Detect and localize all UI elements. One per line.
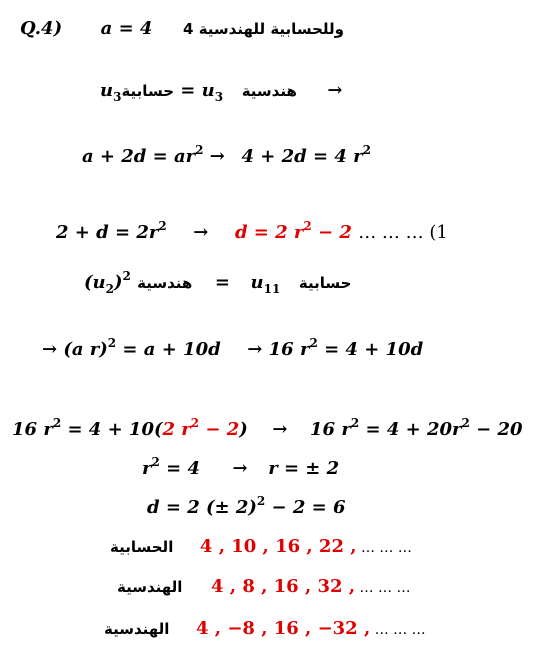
arrow-icon: → bbox=[272, 419, 288, 440]
sequence-values: 4 , 8 , 16 , 32 , bbox=[211, 576, 356, 597]
sequence-label: الهندسية bbox=[104, 620, 170, 638]
sequence-geometric-positive: الهندسية 4 , 8 , 16 , 32 , … … … bbox=[117, 576, 411, 597]
sequence-geometric-negative: الهندسية 4 , −8 , 16 , −32 , … … … bbox=[104, 618, 426, 639]
label-arithmetic: حسابية bbox=[298, 274, 352, 292]
sequence-label: الهندسية bbox=[117, 578, 183, 596]
question-number: Q.4) bbox=[20, 18, 63, 39]
arrow-icon: → bbox=[209, 146, 225, 167]
equation-line-8: $r^2 = 4 \to r$ = ± 2 bbox=[142, 455, 340, 479]
equation-line-3: $a + 2d = ar^2 \to 4 + 2d = 4$ $r^2$ bbox=[82, 143, 371, 167]
arabic-heading: وللحسابية للهندسية 4 bbox=[183, 20, 344, 38]
arrow-icon: → bbox=[327, 80, 343, 101]
equation-line-7: 16 $r^2 = 4 + 10(2$ $r^2 - 2) \to 16$ $r^2 = 4 + 20r^2 - 20$ bbox=[12, 416, 523, 440]
arrow-icon: → bbox=[247, 339, 263, 360]
label-arithmetic: حسابية bbox=[121, 82, 175, 100]
equation-line-6: → (a r)$^2$ = a + 10d → 16 $r^2 = 4 + 10d$ bbox=[42, 336, 424, 360]
arrow-icon: → bbox=[193, 222, 209, 243]
label-geometric: هندسية bbox=[241, 82, 297, 100]
equation-line-5: $(u_2)^2$ هندسية = $u_{11}$ حسابية bbox=[84, 269, 352, 296]
a-value: a = 4 bbox=[100, 18, 153, 39]
question-header bbox=[20, 18, 344, 39]
sequence-values: 4 , 10 , 16 , 22 , bbox=[199, 536, 357, 557]
label-geometric: هندسية bbox=[137, 274, 193, 292]
arrow-icon: → bbox=[232, 458, 248, 479]
sequence-arithmetic: الحسابية 4 , 10 , 16 , 22 , … … … bbox=[110, 536, 412, 557]
equation-u3: $u_3حسابية = u_3$ هندسية → bbox=[100, 80, 343, 104]
sequence-label: الحسابية bbox=[110, 538, 174, 556]
equation-line-4: $2 + d = 2r^2 \to d = 2$ $r^2 - 2$ … … … (1 bbox=[56, 219, 448, 243]
sequence-values: 4 , −8 , 16 , −32 , bbox=[196, 618, 371, 639]
equation-line-9: d = 2 (± 2)$^2$ − 2 = 6 bbox=[147, 494, 346, 518]
